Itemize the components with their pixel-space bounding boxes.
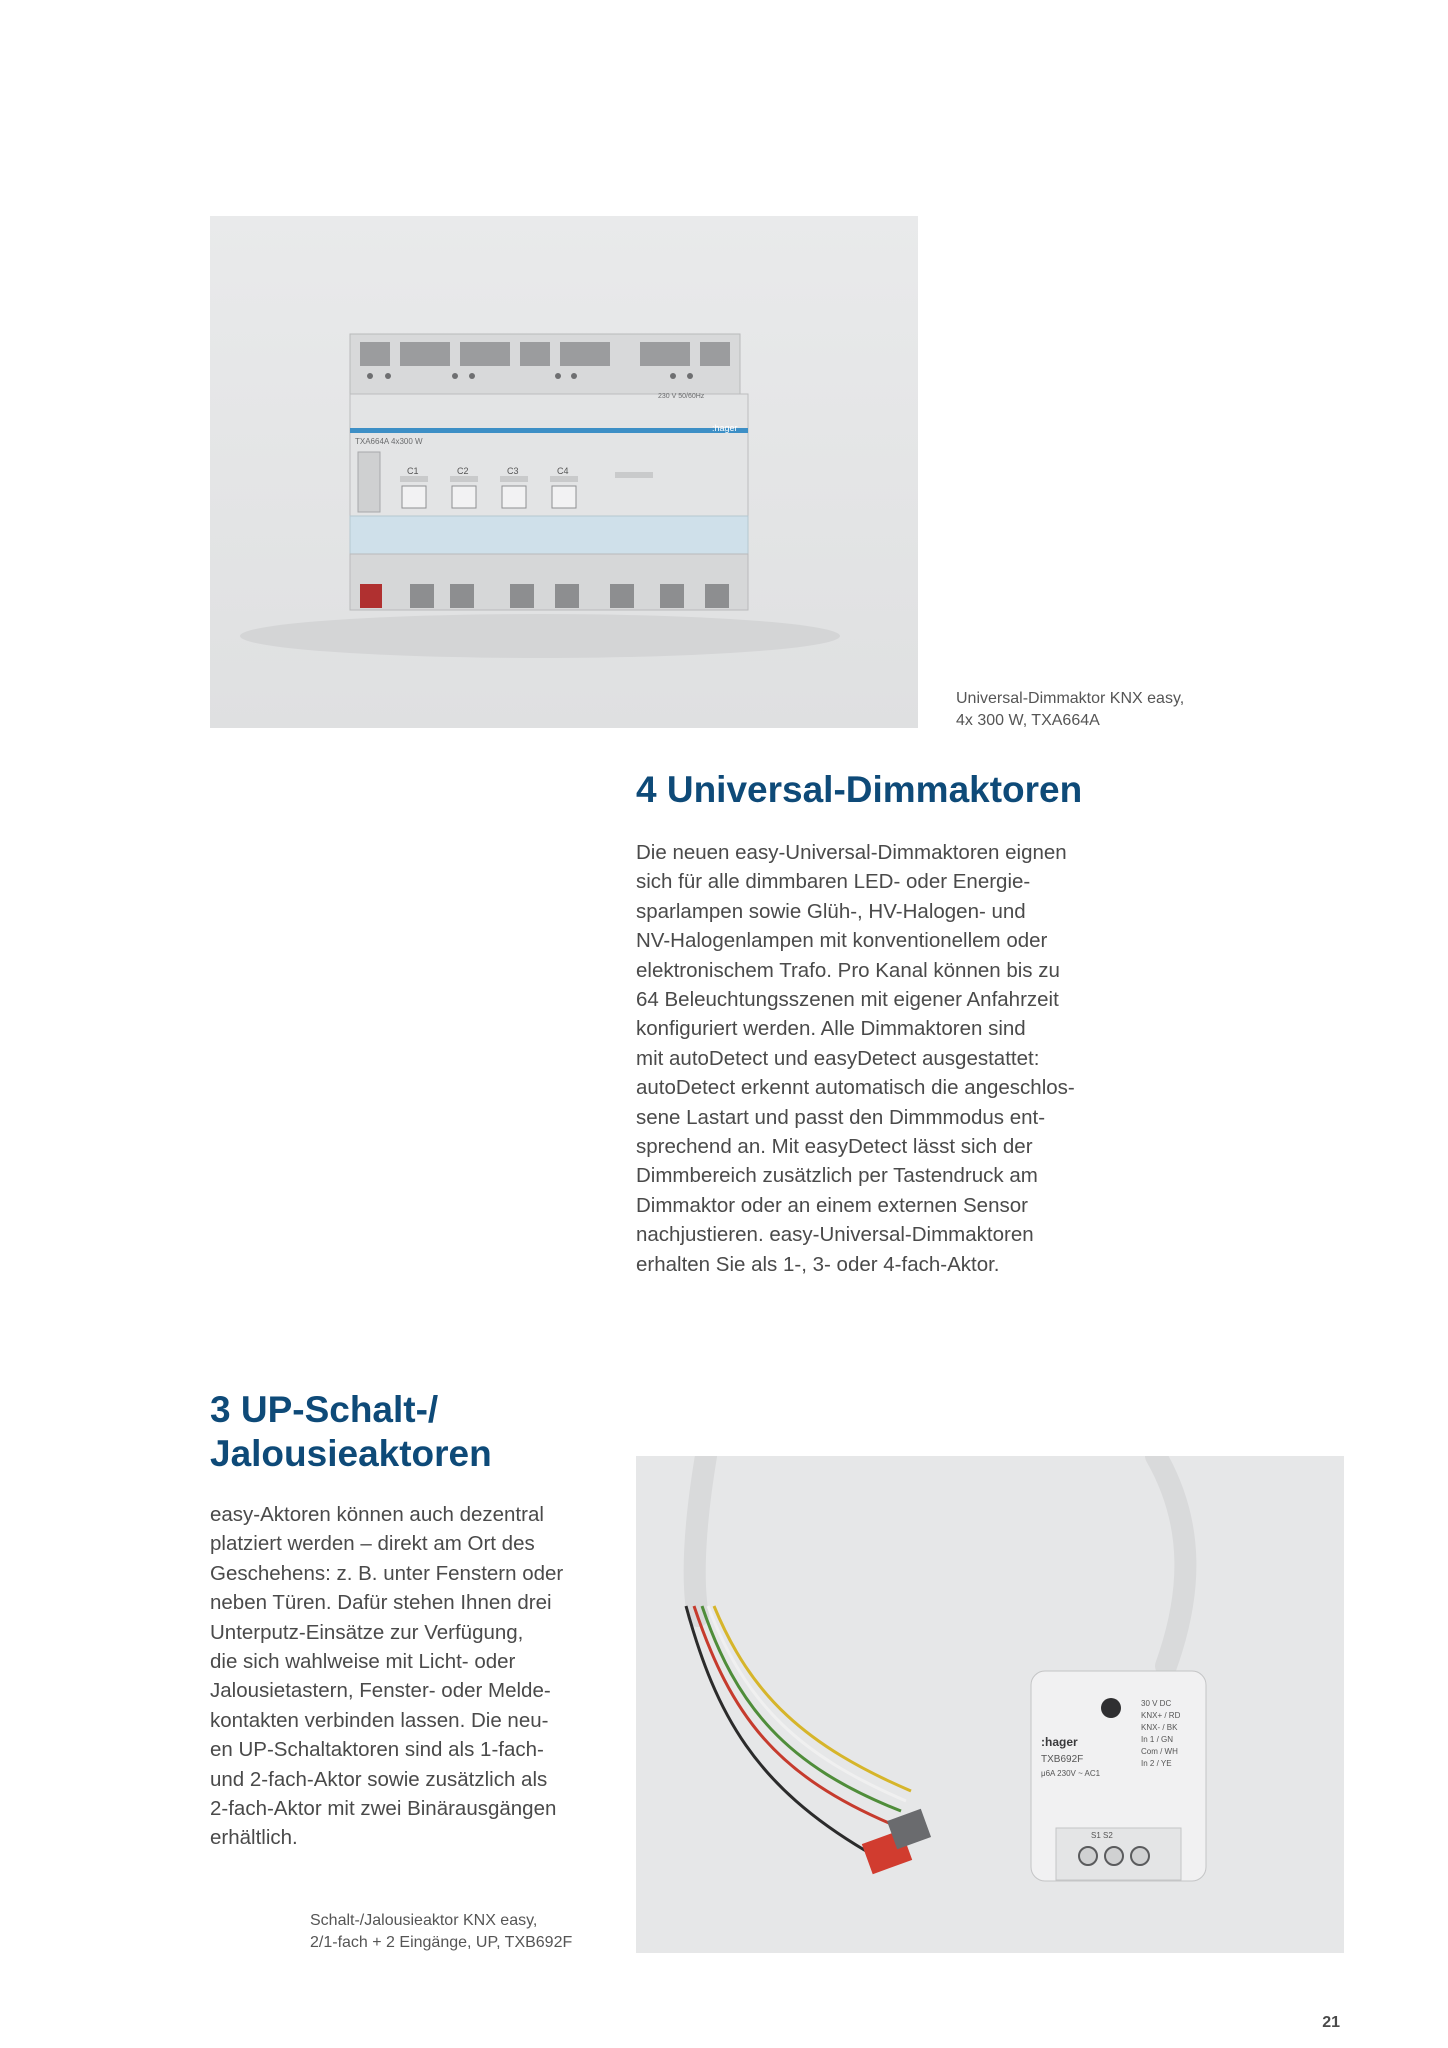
device2-rating: μ6A 230V ~ AC1 [1041,1769,1101,1778]
device2-spec-line: In 2 / YE [1141,1759,1172,1768]
device2-terminals: S1 S2 [1091,1831,1113,1840]
body-line: sparlampen sowie Glüh-, HV-Halogen- und [636,899,1026,923]
body-line: 2-fach-Aktor mit zwei Binärausgängen [210,1797,557,1821]
body-line: kontakten verbinden lassen. Die neu- [210,1708,549,1732]
body-line: nachjustieren. easy-Universal-Dimmaktoren [636,1223,1034,1247]
heading-line: Jalousieaktoren [210,1433,492,1474]
body-line: Geschehens: z. B. unter Fenstern oder [210,1561,564,1585]
product-photo-up-aktor [636,1456,1344,1953]
body-line: en UP-Schaltaktoren sind als 1-fach- [210,1738,544,1762]
device1-supply: 230 V 50/60Hz [658,393,705,400]
page-number: 21 [1322,2014,1340,2031]
photo-caption [956,688,1184,732]
body-line: neben Türen. Dafür stehen Ihnen drei [210,1591,552,1615]
body-line: Dimmbereich zusätzlich per Tastendruck am [636,1164,1038,1188]
section-body-text [636,838,1075,1279]
body-line: erhältlich. [210,1826,298,1850]
dimmaktor-illustration [210,216,918,728]
body-line: Jalousietastern, Fenster- oder Melde- [210,1679,551,1703]
device1-channel-label: C3 [507,466,519,476]
device1-channel-label: C1 [407,466,419,476]
caption-line: Universal-Dimmaktor KNX easy, [956,690,1185,707]
body-line: sene Lastart und passt den Dimmmodus ent- [636,1105,1046,1129]
body-line: sich für alle dimmbaren LED- oder Energie- [636,870,1031,894]
device2-brand: :hager [1041,1735,1078,1749]
device1-channel-label: C2 [457,466,469,476]
photo-caption [310,1910,572,1954]
device1-brand: :hager [712,423,738,433]
body-line: Dimmaktor oder an einem externen Sensor [636,1193,1028,1217]
body-line: sprechend an. Mit easyDetect lässt sich der [636,1135,1033,1159]
heading-line: 3 UP-Schalt-/ [210,1389,439,1430]
device2-spec-line: KNX+ / RD [1141,1711,1181,1720]
device1-channel-label: C4 [557,466,569,476]
body-line: elektronischem Trafo. Pro Kanal können bis zu [636,958,1060,982]
body-line: Die neuen easy-Universal-Dimmaktoren eignen [636,841,1067,864]
device2-spec-line: Com / WH [1141,1747,1178,1756]
body-line: mit autoDetect und easyDetect ausgestattet: [636,1046,1040,1070]
device2-spec-line: 30 V DC [1141,1699,1172,1708]
device2-spec-line: In 1 / GN [1141,1735,1174,1744]
body-line: easy-Aktoren können auch dezentral [210,1503,544,1526]
up-aktor-illustration [636,1456,1344,1953]
section-heading: 4 Universal-Dimmaktoren [636,769,1083,810]
body-line: autoDetect erkennt automatisch die angeschlos- [636,1076,1075,1100]
body-line: und 2-fach-Aktor sowie zusätzlich als [210,1767,548,1791]
body-line: konfiguriert werden. Alle Dimmaktoren sind [636,1017,1026,1041]
section-body-text [210,1500,563,1853]
product-photo-dimmaktor [210,216,918,728]
body-line: 64 Beleuchtungsszenen mit eigener Anfahrzeit [636,988,1059,1012]
caption-line: Schalt-/Jalousieaktor KNX easy, [310,1912,538,1929]
body-line: die sich wahlweise mit Licht- oder [210,1650,516,1674]
body-line: erhalten Sie als 1-, 3- oder 4-fach-Aktor. [636,1252,1000,1276]
body-line: platziert werden – direkt am Ort des [210,1532,535,1556]
section-heading [210,1388,630,1476]
device1-model: TXA664A 4x300 W [355,437,423,446]
device2-model: TXB692F [1041,1754,1084,1765]
body-line: NV-Halogenlampen mit konventionellem oder [636,929,1048,953]
body-line: Unterputz-Einsätze zur Verfügung, [210,1620,524,1644]
caption-line: 4x 300 W, TXA664A [956,712,1100,729]
device2-spec-line: KNX- / BK [1141,1723,1178,1732]
caption-line: 2/1-fach + 2 Eingänge, UP, TXB692F [310,1934,573,1951]
